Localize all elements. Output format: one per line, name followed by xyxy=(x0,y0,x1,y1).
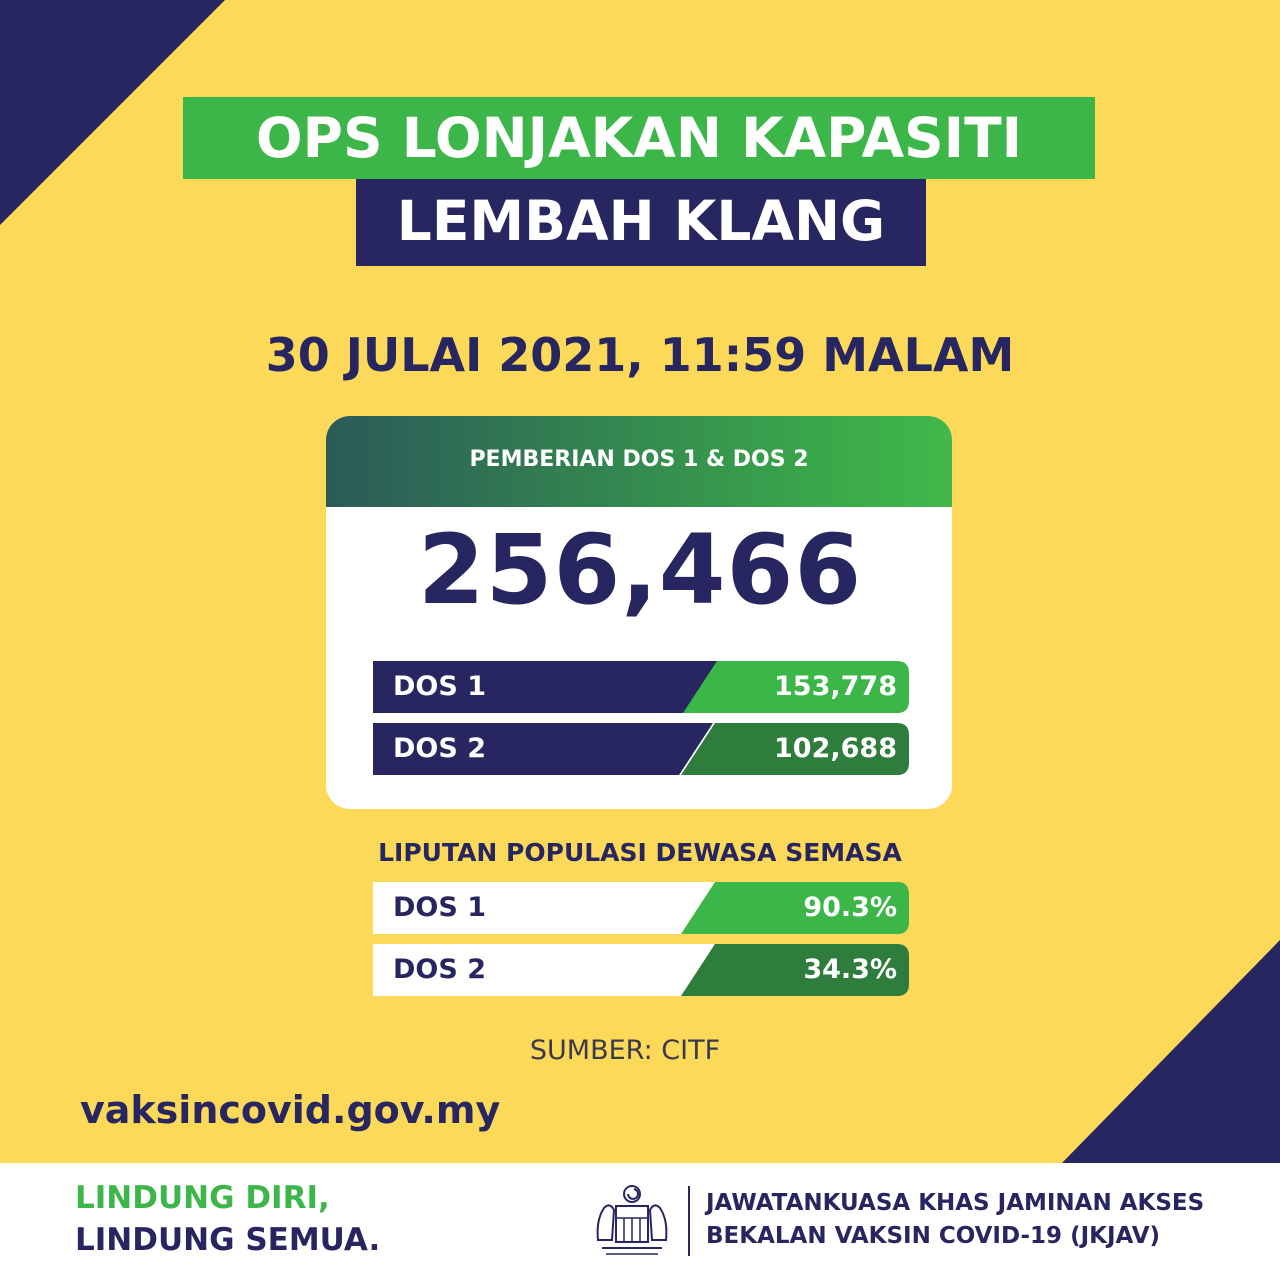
coverage-title: LIPUTAN POPULASI DEWASA SEMASA xyxy=(378,838,902,867)
total-doses: 256,466 xyxy=(417,514,863,626)
dose-2-bar xyxy=(373,723,909,775)
coverage-dose-1-label: DOS 1 xyxy=(393,892,486,923)
coverage-dose-2-label: DOS 2 xyxy=(393,954,486,985)
coverage-dose-1-value: 90.3% xyxy=(803,892,897,923)
website-link[interactable]: vaksincovid.gov.my xyxy=(80,1088,501,1132)
title-line-2: LEMBAH KLANG xyxy=(356,179,926,266)
report-date: 30 JULAI 2021, 11:59 MALAM xyxy=(265,328,1015,382)
coverage-dose-1-bar xyxy=(373,882,909,934)
title-line-1: OPS LONJAKAN KAPASITI xyxy=(183,97,1095,179)
coverage-dose-2-value: 34.3% xyxy=(803,954,897,985)
government-crest-icon xyxy=(590,1180,674,1260)
organization-name-line-2: BEKALAN VAKSIN COVID-19 (JKJAV) xyxy=(706,1223,1161,1249)
source-text: SUMBER: CITF xyxy=(529,1035,721,1066)
organization-name-line-1: JAWATANKUASA KHAS JAMINAN AKSES xyxy=(706,1190,1205,1216)
footer-divider xyxy=(688,1186,690,1256)
dose-1-bar xyxy=(373,661,909,713)
slogan-line-1: LINDUNG DIRI, xyxy=(75,1180,330,1216)
dose-2-label: DOS 2 xyxy=(393,733,486,764)
dose-2-value: 102,688 xyxy=(774,733,897,764)
coverage-dose-2-bar xyxy=(373,944,909,996)
slogan-line-2: LINDUNG SEMUA. xyxy=(75,1222,381,1258)
dose-1-label: DOS 1 xyxy=(393,671,486,702)
dose-1-value: 153,778 xyxy=(774,671,897,702)
doses-card-header: PEMBERIAN DOS 1 & DOS 2 xyxy=(326,416,952,507)
